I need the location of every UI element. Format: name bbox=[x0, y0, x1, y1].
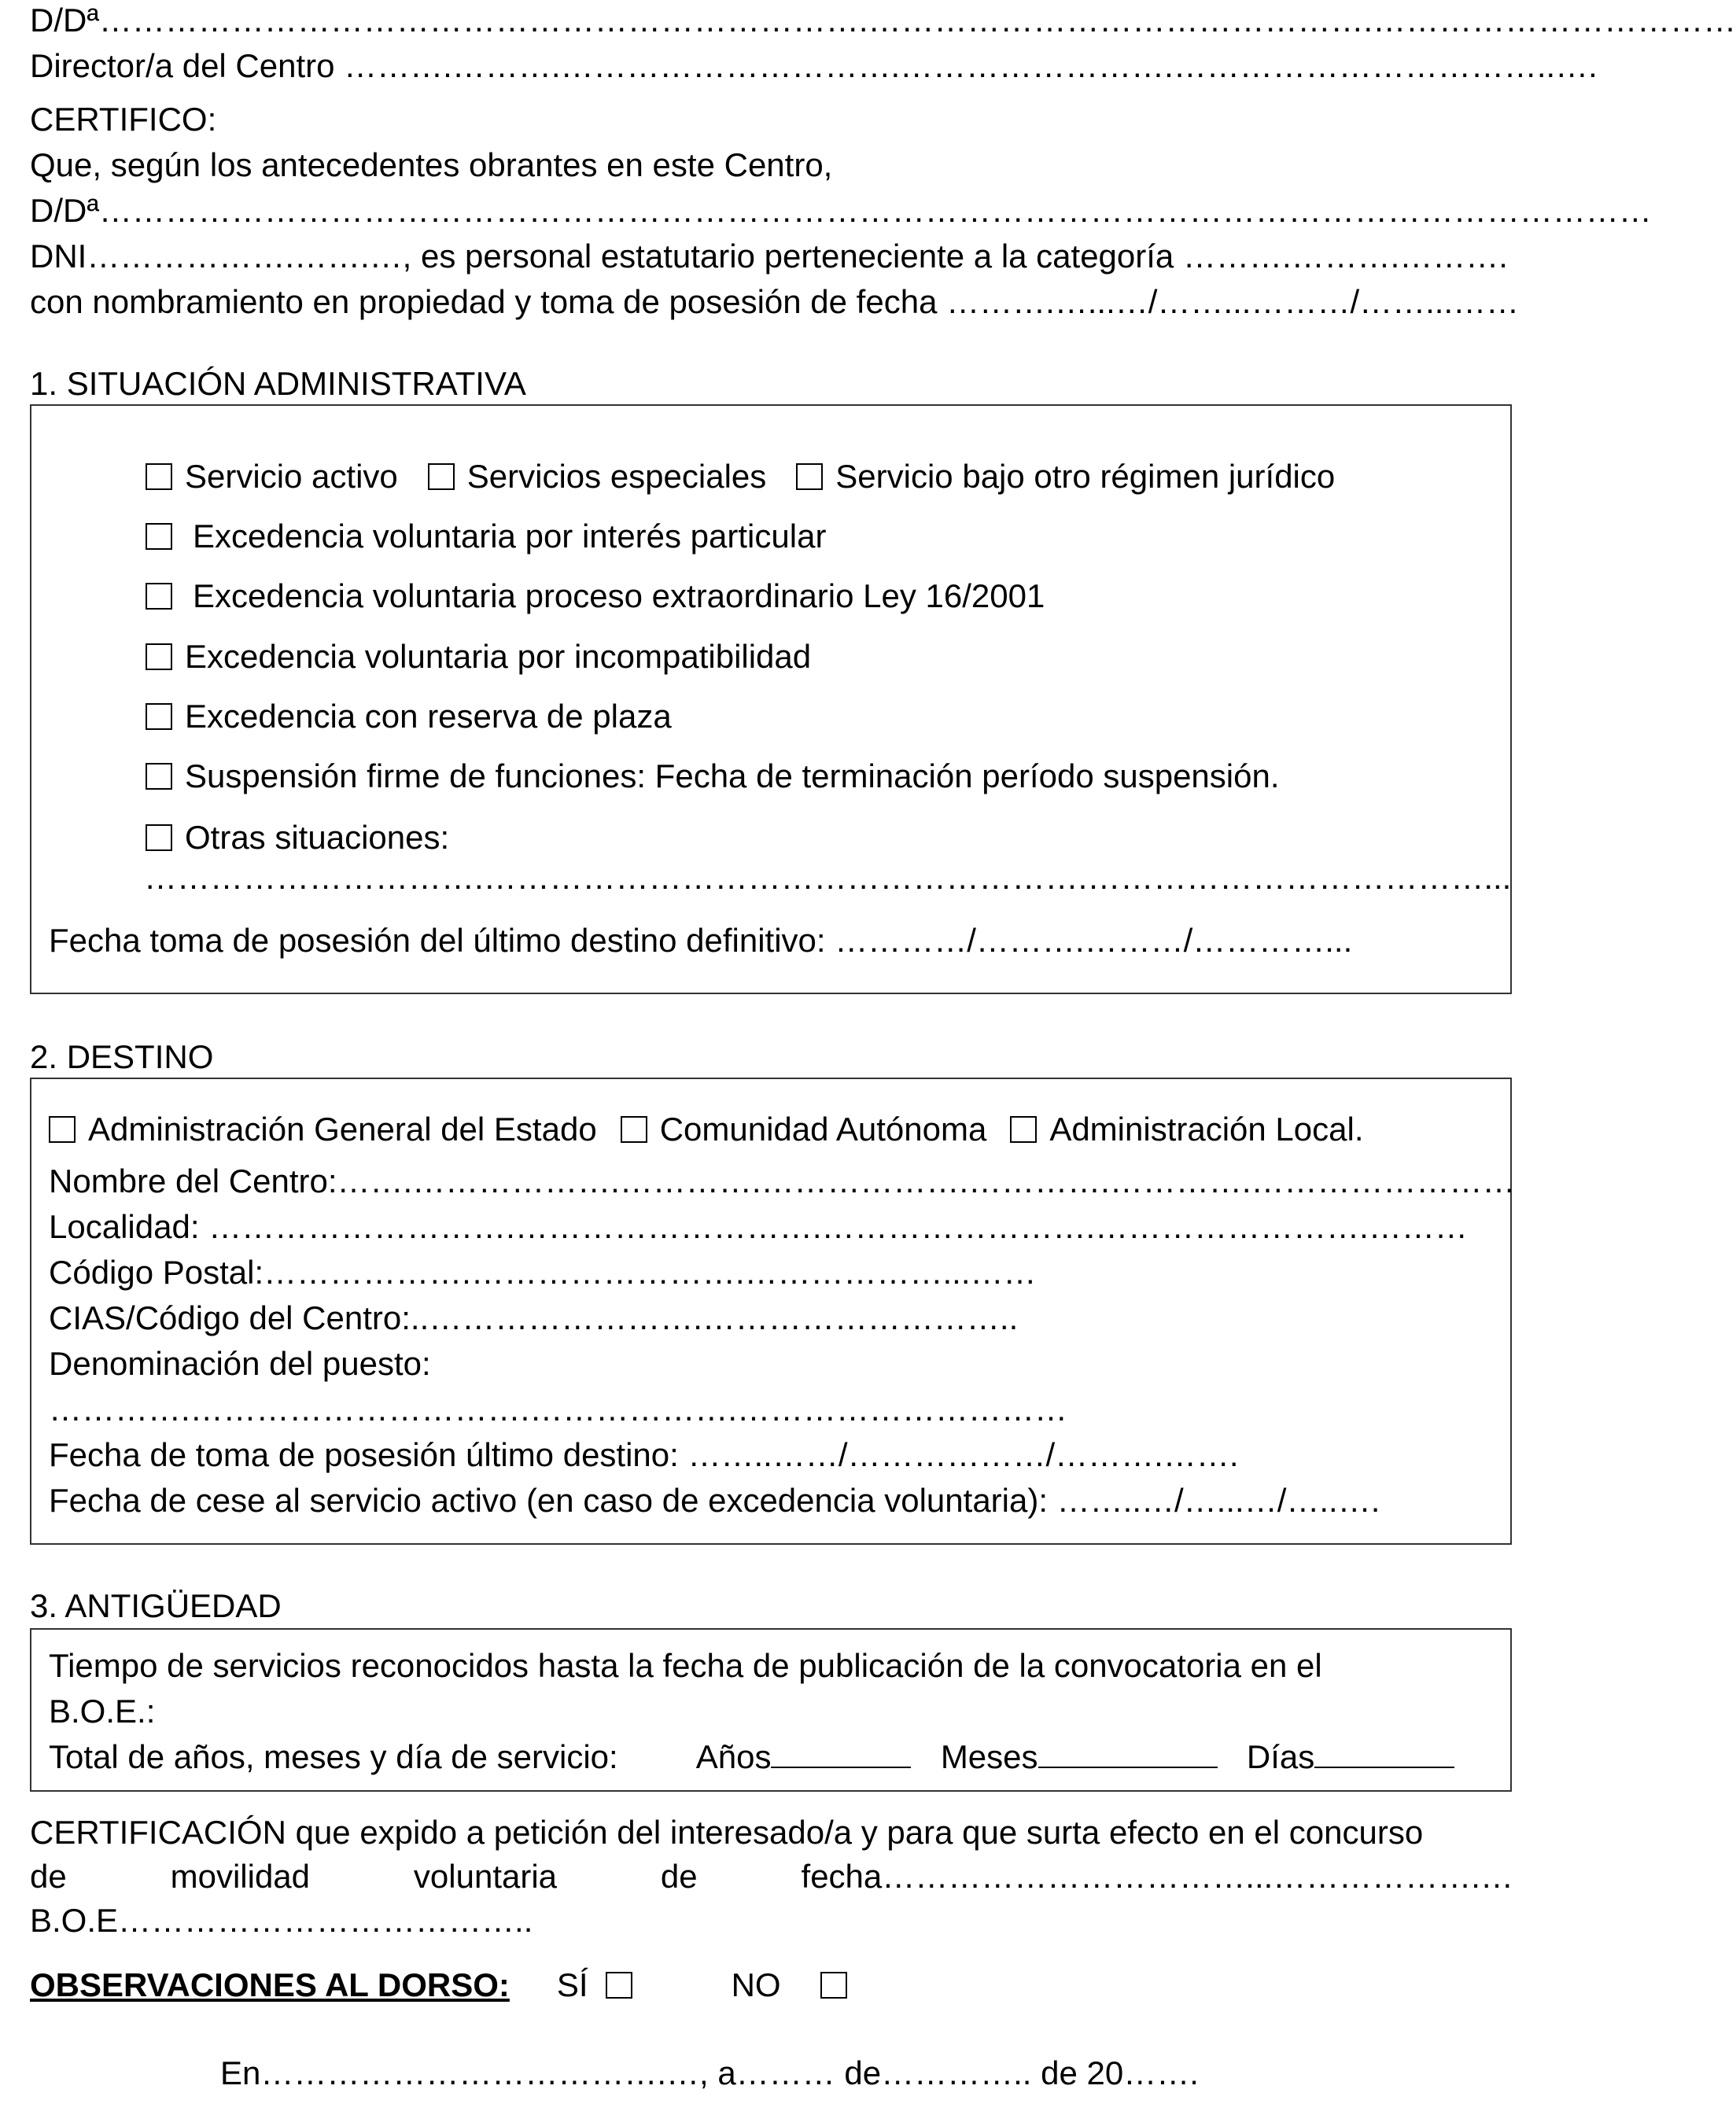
cert-word-de-2: de bbox=[660, 1858, 698, 1895]
no-label: NO bbox=[731, 1966, 781, 2003]
status-row-4 bbox=[146, 636, 811, 677]
label-admin-local: Administración Local. bbox=[1049, 1111, 1364, 1148]
checkbox-excedencia-ley[interactable] bbox=[146, 583, 172, 610]
cert-fecha: fecha……………………………...……………….… bbox=[801, 1858, 1513, 1895]
otras-dots-line: ………………………….……………………………………………….………………………………... bbox=[144, 859, 1512, 896]
checkbox-admin-local[interactable] bbox=[1010, 1116, 1037, 1143]
director-center-line: Director/a del Centro ……….……….………………………….…………………….……………………………..…. bbox=[30, 47, 1598, 84]
status-row-5 bbox=[146, 696, 672, 737]
section-1-title: 1. SITUACIÓN ADMINISTRATIVA bbox=[30, 365, 526, 402]
last-destination-date: Fecha toma de posesión del último destino definitivo: …………/……….………/…………... bbox=[49, 922, 1353, 959]
checkbox-servicios-especiales[interactable] bbox=[428, 463, 455, 490]
status-row-2 bbox=[146, 516, 826, 557]
section-3-box bbox=[30, 1628, 1512, 1792]
boe-label: B.O.E.: bbox=[49, 1693, 156, 1730]
cias-field: CIAS/Código del Centro:..…………………….……………………….. bbox=[49, 1299, 1019, 1336]
appointment-date-line: con nombramiento en propiedad y toma de posesión de fecha ……….…...…/……...………/……...…… bbox=[30, 283, 1520, 320]
denominacion-dots: ………….………………………….……………….………………………… bbox=[49, 1391, 1068, 1428]
cert-word-voluntaria: voluntaria bbox=[413, 1858, 558, 1895]
checkbox-no[interactable] bbox=[820, 1972, 847, 1999]
toma-posesion-date: Fecha de toma de posesión último destino: ……..……/………………/……….……. bbox=[49, 1436, 1239, 1473]
section-3-title: 3. ANTIGÜEDAD bbox=[30, 1587, 282, 1624]
label-excedencia-interes: Excedencia voluntaria por interés particular bbox=[193, 518, 827, 555]
years-blank bbox=[771, 1737, 911, 1768]
status-row-6 bbox=[146, 756, 1280, 797]
label-servicios-especiales: Servicios especiales bbox=[466, 458, 767, 495]
checkbox-excedencia-reserva[interactable] bbox=[146, 703, 172, 730]
cese-date: Fecha de cese al servicio activo (en caso de excedencia voluntaria): ……..…/…...…/…..…. bbox=[49, 1482, 1380, 1519]
label-otras: Otras situaciones: bbox=[185, 819, 450, 856]
days-label: Días bbox=[1246, 1738, 1315, 1775]
label-servicio-activo: Servicio activo bbox=[185, 458, 398, 495]
checkbox-otro-regimen[interactable] bbox=[796, 463, 823, 490]
label-otro-regimen: Servicio bajo otro régimen jurídico bbox=[835, 458, 1336, 495]
checkbox-si[interactable] bbox=[606, 1972, 632, 1999]
checkbox-servicio-activo[interactable] bbox=[146, 463, 172, 490]
status-row-3 bbox=[146, 576, 1045, 617]
checkbox-comunidad[interactable] bbox=[621, 1116, 647, 1143]
certifico-label: CERTIFICO: bbox=[30, 101, 217, 138]
months-label: Meses bbox=[940, 1738, 1038, 1775]
checkbox-suspension[interactable] bbox=[146, 763, 172, 790]
observaciones-row bbox=[30, 1965, 1543, 2006]
observaciones-label: OBSERVACIONES AL DORSO: bbox=[30, 1966, 510, 2003]
dni-category-line: DNI……………….…….…, es personal estatutario perteneciente a la categoría ……….……….………. bbox=[30, 238, 1508, 275]
section-2-box bbox=[30, 1078, 1516, 1545]
label-comunidad: Comunidad Autónoma bbox=[659, 1111, 987, 1148]
checkbox-admin-general[interactable] bbox=[49, 1116, 76, 1143]
service-total-row bbox=[49, 1737, 1454, 1778]
checkbox-otras[interactable] bbox=[146, 824, 172, 851]
checkbox-excedencia-incompatibilidad[interactable] bbox=[146, 643, 172, 670]
label-excedencia-incompatibilidad: Excedencia voluntaria por incompatibilidad bbox=[185, 638, 812, 675]
label-admin-general: Administración General del Estado bbox=[88, 1111, 597, 1148]
denominacion-label: Denominación del puesto: bbox=[49, 1345, 431, 1382]
label-suspension: Suspensión firme de funciones: Fecha de terminación período suspensión. bbox=[185, 757, 1280, 794]
months-blank bbox=[1038, 1737, 1218, 1768]
place-date-line: En……………………………….…, a……… de………….. de 20……. bbox=[220, 2054, 1199, 2091]
label-excedencia-reserva: Excedencia con reserva de plaza bbox=[185, 698, 672, 735]
service-total-label: Total de años, meses y día de servicio: bbox=[49, 1738, 618, 1775]
status-row-7 bbox=[146, 817, 449, 858]
years-label: Años bbox=[695, 1738, 772, 1775]
days-blank bbox=[1314, 1737, 1454, 1768]
cert-word-movilidad: movilidad bbox=[170, 1858, 311, 1895]
postal-code-field: Código Postal:……………….…………………….………………...…… bbox=[49, 1254, 1037, 1291]
certification-line-2 bbox=[30, 1856, 1513, 1897]
si-label: SÍ bbox=[556, 1966, 588, 2003]
certification-boe-line: B.O.E……………………………….. bbox=[30, 1902, 533, 1939]
label-excedencia-ley: Excedencia voluntaria proceso extraordinario Ley 16/2001 bbox=[193, 577, 1045, 614]
cert-word-de-1: de bbox=[30, 1858, 67, 1895]
person-name-line: D/Dª…………………………………………………………………………………………………………………………… bbox=[30, 192, 1652, 229]
service-time-text: Tiempo de servicios reconocidos hasta la fecha de publicación de la convocatoria en el bbox=[49, 1647, 1322, 1684]
checkbox-excedencia-interes[interactable] bbox=[146, 523, 172, 550]
director-name-line: D/Dª…………………………………………………………….……………………………………….…………………………… bbox=[30, 2, 1736, 39]
section-1-box bbox=[30, 404, 1512, 994]
status-row-1 bbox=[146, 456, 1335, 497]
section-2-title: 2. DESTINO bbox=[30, 1038, 214, 1075]
administration-row bbox=[49, 1109, 1364, 1150]
centro-name-field: Nombre del Centro:…….……………….………….……………….………….………….…………………… bbox=[49, 1163, 1516, 1199]
antecedentes-text: Que, según los antecedentes obrantes en este Centro, bbox=[30, 146, 833, 183]
certification-line-1: CERTIFICACIÓN que expido a petición del interesado/a y para que surta efecto en el concurso bbox=[30, 1814, 1424, 1851]
localidad-field: Localidad: ……………………….……………………….…………………….…………………….……… bbox=[49, 1208, 1468, 1245]
